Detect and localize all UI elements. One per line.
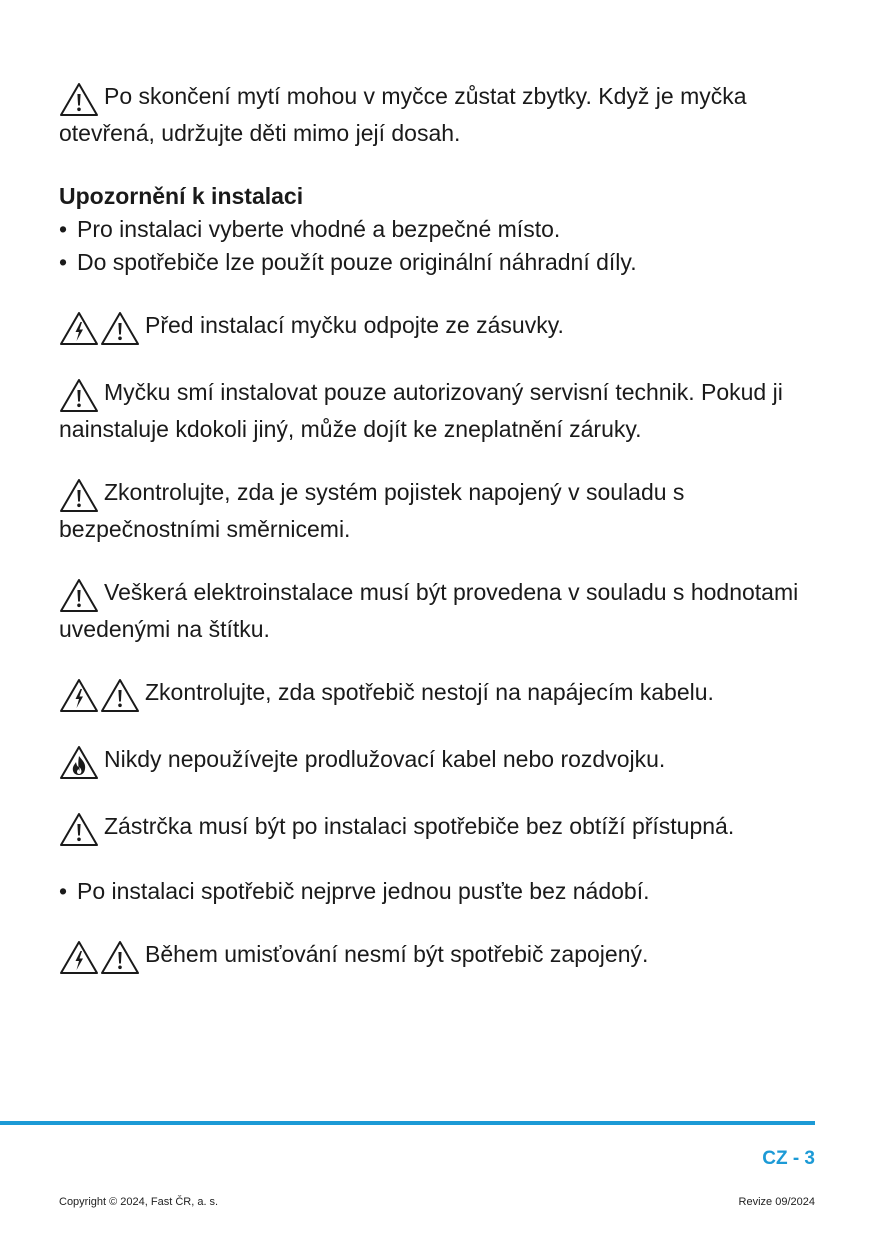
warning-icon [100,940,140,975]
warning-icon [100,678,140,713]
paragraph-electrical-installation [59,576,829,646]
icon-group [59,745,100,780]
list-item: • Pro instalaci vyberte vhodné a bezpečné místo. [59,213,829,246]
footer-divider [0,1121,815,1125]
paragraph-authorized-technician [59,376,829,446]
icon-group [59,812,100,847]
paragraph-leftover-residue [59,80,829,150]
warning-icon [59,82,99,117]
icon-group [59,940,141,975]
paragraph-plug-access [59,810,829,847]
warning-icon [59,578,99,613]
fire-warning-icon [59,745,99,780]
electric-shock-warning-icon [59,678,99,713]
warning-icon [59,812,99,847]
electric-shock-warning-icon [59,311,99,346]
warning-icon [100,311,140,346]
section-heading: Upozornění k instalaci [59,183,304,209]
paragraph-unplug [59,309,829,346]
paragraph-positioning [59,938,829,975]
list-item: • Po instalaci spotřebič nejprve jednou pusťte bez nádobí. [59,875,829,908]
paragraph-power-cable [59,676,829,713]
paragraph-text: Zkontrolujte, zda spotřebič nestojí na napájecím kabelu. [145,679,714,705]
icon-group [59,578,100,613]
paragraph-text: Zkontrolujte, zda je systém pojistek napojený v souladu s bezpečnostními směrnicemi. [59,479,685,542]
first-run-bullet-list [59,875,829,908]
page-number: CZ - 3 [762,1148,815,1169]
installation-bullet-list [59,213,829,279]
paragraph-text: Myčku smí instalovat pouze autorizovaný servisní technik. Pokud ji nainstaluje kdokoli jiný, může dojít ke zneplatnění záruky. [59,379,783,442]
warning-icon [59,478,99,513]
electric-shock-warning-icon [59,940,99,975]
icon-group [59,378,100,413]
paragraph-text: Zástrčka musí být po instalaci spotřebiče bez obtíží přístupná. [104,813,735,839]
paragraph-text: Před instalací myčku odpojte ze zásuvky. [145,312,564,338]
paragraph-extension-cable [59,743,829,780]
copyright-text: Copyright © 2024, Fast ČR, a. s. [59,1196,219,1208]
icon-group [59,311,141,346]
icon-group [59,478,100,513]
paragraph-fuse-system [59,476,829,546]
icon-group [59,678,141,713]
warning-icon [59,378,99,413]
paragraph-text: Po skončení mytí mohou v myčce zůstat zbytky. Když je myčka otevřená, udržujte děti mimo její dosah. [59,83,747,146]
document-body [59,80,829,1005]
paragraph-text: Během umisťování nesmí být spotřebič zapojený. [145,941,649,967]
paragraph-text: Veškerá elektroinstalace musí být provedena v souladu s hodnotami uvedenými na štítku. [59,579,799,642]
icon-group [59,82,100,117]
paragraph-text: Nikdy nepoužívejte prodlužovací kabel nebo rozdvojku. [104,746,666,772]
revision-text: Revize 09/2024 [738,1196,815,1208]
list-item: • Do spotřebiče lze použít pouze originální náhradní díly. [59,246,829,279]
